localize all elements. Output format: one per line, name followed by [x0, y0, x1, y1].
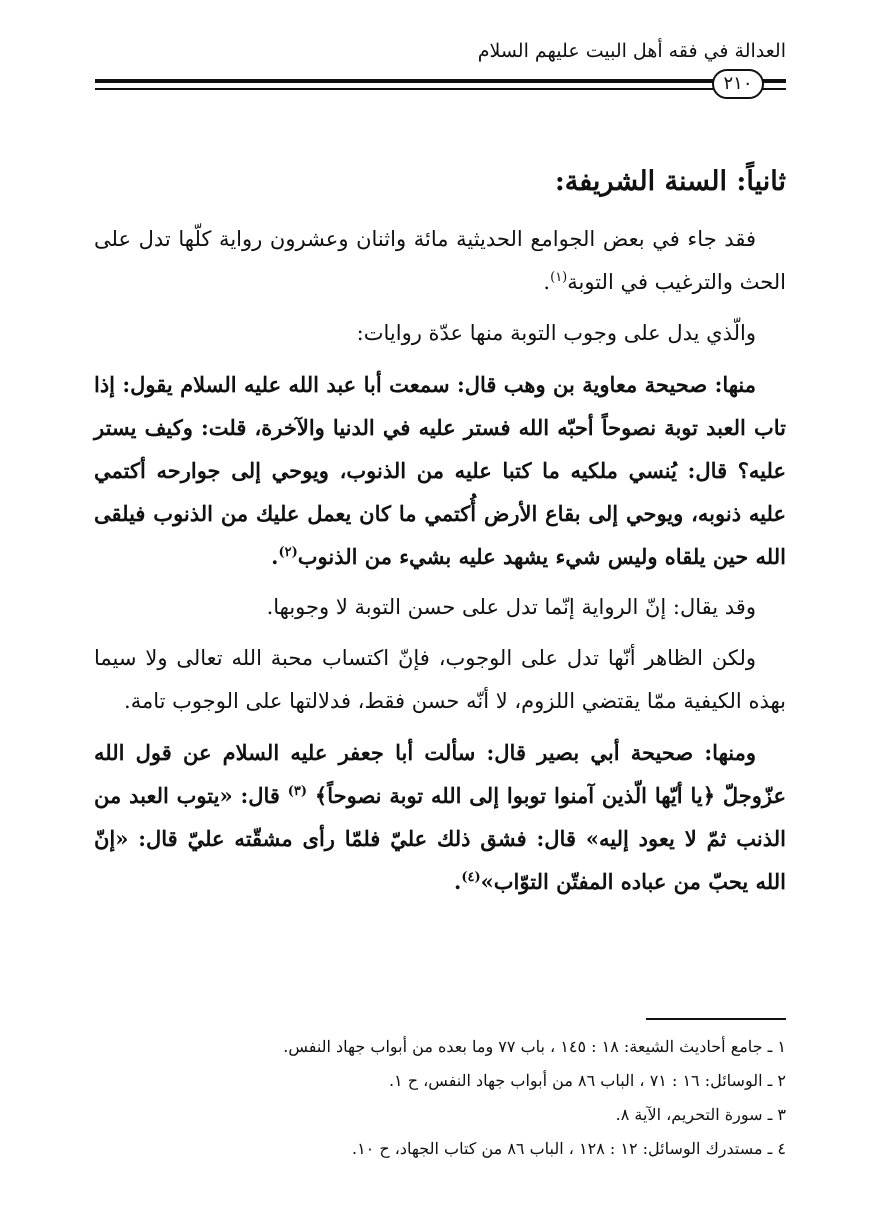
paragraph-3-text: منها: صحيحة معاوية بن وهب قال: سمعت أبا عبد الله عليه السلام يقول: إذا تاب العبد توبة نصوحاً أحبّه الله فستر عليه في الدنيا والآخرة، قلت: وكيف يستر عليه؟ قال: يُنسي ملكيه ما كتبا عليه من الذنوب، ويوحي إلى جوارحه أكتمي عليه ذنوبه، ويوحي إلى بقاع الأرض أُكتمي ما كان يعمل عليك من الذنوب فيلقى الله حين يلقاه وليس شيء يشهد عليه بشيء من الذنوب — [94, 372, 786, 569]
header-rule-thin — [95, 88, 786, 90]
paragraph-4: وقد يقال: إنّ الرواية إنّما تدل على حسن التوبة لا وجوبها. — [266, 595, 756, 619]
paragraph-2: والّذي يدل على وجوب التوبة منها عدّة روايات: — [356, 321, 756, 345]
footnotes — [94, 1030, 786, 1166]
footnote-ref-2[interactable]: (٢) — [278, 545, 298, 560]
paragraph-6-hadith: ومنها: صحيحة أبي بصير قال: سألت أبا جعفر عليه السلام عن قول الله عزّوجلّ ﴿يا أيّها الّذين آمنوا توبوا إلى الله توبة نصوحاً﴾ $^{(٣)}$ قال: «يتوب العبد من الذنب ثمّ لا يعود إليه» قال: فشق ذلك عليّ فلمّا رأى مشقّته عليّ قال: «إنّ الله يحبّ من عباده المفتّن التوّاب»$^{(٤)}$. — [94, 740, 787, 894]
footnote-1: ١ ـ جامع أحاديث الشيعة: ١٨ : ١٤٥ ، باب ٧٧ وما بعده من أبواب جهاد النفس. — [283, 1037, 786, 1056]
footnote-2: ٢ ـ الوسائل: ١٦ : ٧١ ، الباب ٨٦ من أبواب جهاد النفس، ح ١. — [388, 1071, 786, 1090]
footnote-separator — [646, 1018, 786, 1020]
footnote-ref-3[interactable]: (٣) — [287, 784, 308, 799]
section-heading: ثانياً: السنة الشريفة: — [554, 166, 786, 197]
header-rule-thick — [95, 79, 786, 83]
paragraph-1-text: فقد جاء في بعض الجوامع الحديثية مائة واثنان وعشرون رواية كلّها تدل على الحث والترغيب في التوبة — [94, 227, 786, 294]
footnote-ref-4[interactable]: (٤) — [461, 870, 481, 885]
paragraph-6-text-a: ومنها: صحيحة أبي بصير قال: سألت أبا جعفر عليه السلام عن قول الله عزّوجلّ ﴿يا أيّها الّذين آمنوا توبوا إلى الله توبة نصوحاً﴾ — [94, 740, 787, 808]
paragraph-6-text-b: قال: «يتوب العبد من الذنب ثمّ لا يعود إليه» قال: فشق ذلك عليّ فلمّا رأى مشقّته عليّ قال: «إنّ الله يحبّ من عباده المفتّن التوّاب» — [94, 783, 786, 894]
footnote-3: ٣ ـ سورة التحريم، الآية ٨. — [615, 1105, 786, 1124]
paragraph-5: ولكن الظاهر أنّها تدل على الوجوب، فإنّ اكتساب محبة الله تعالى ولا سيما بهذه الكيفية ممّا يقتضي اللزوم، لا أنّه حسن فقط، فدلالتها على الوجوب تامة. — [94, 646, 786, 713]
footnote-4: ٤ ـ مستدرك الوسائل: ١٢ : ١٢٨ ، الباب ٨٦ من كتاب الجهاد، ح ١٠. — [351, 1139, 786, 1158]
footnote-ref-1[interactable]: (١) — [550, 270, 568, 285]
page-number-badge: ٢١٠ — [712, 69, 764, 99]
paragraph-3-hadith: منها: صحيحة معاوية بن وهب قال: سمعت أبا عبد الله عليه السلام يقول: إذا تاب العبد توبة نصوحاً أحبّه الله فستر عليه في الدنيا والآخرة، قلت: وكيف يستر عليه؟ قال: يُنسي ملكيه ما كتبا عليه من الذنوب، ويوحي إلى جوارحه أكتمي عليه ذنوبه، ويوحي إلى بقاع الأرض أُكتمي ما كان يعمل عليك من الذنوب فيلقى الله حين يلقاه وليس شيء يشهد عليه بشيء من الذنوب$^{(٢)}$. — [94, 372, 786, 569]
main-text — [94, 160, 786, 911]
running-header-title: العدالة في فقه أهل البيت عليهم السلام — [477, 40, 786, 62]
paragraph-1: فقد جاء في بعض الجوامع الحديثية مائة واثنان وعشرون رواية كلّها تدل على الحث والترغيب في التوبة$^{(١)}$. — [94, 227, 786, 294]
